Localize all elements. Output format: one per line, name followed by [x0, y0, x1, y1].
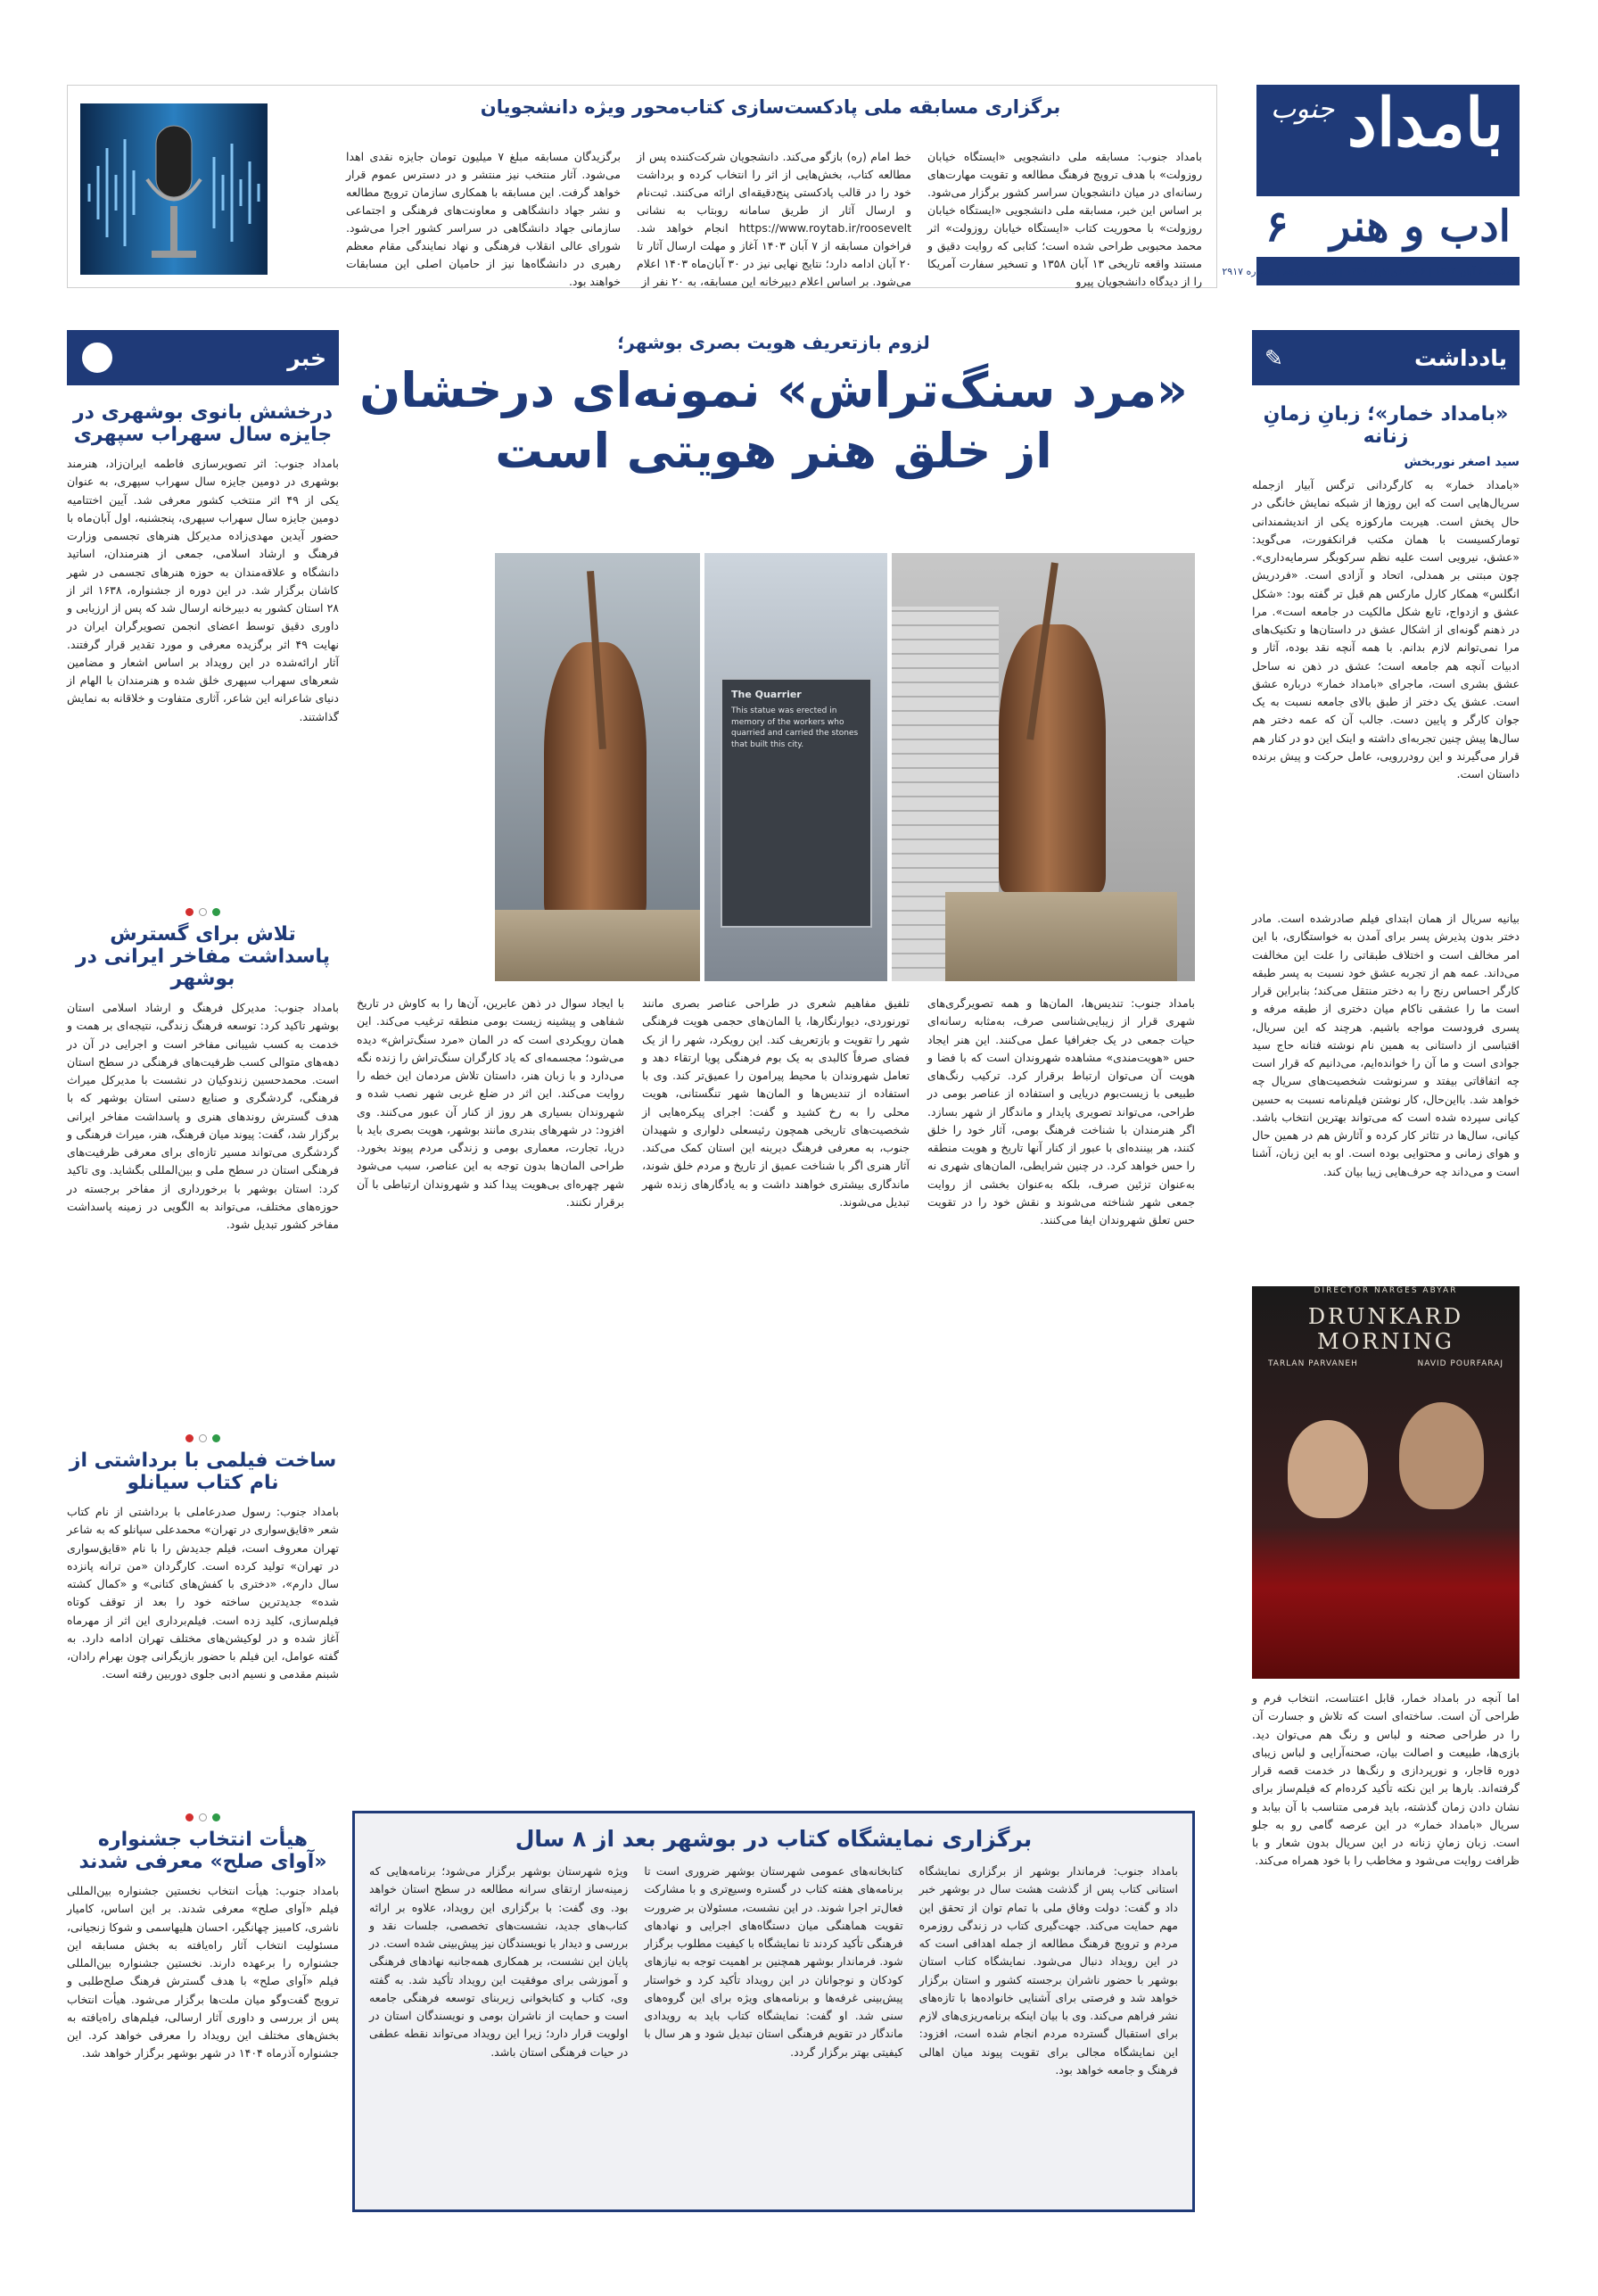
stone-base	[945, 892, 1177, 981]
book-expo-box	[352, 1811, 1195, 2212]
separator-dots	[67, 1434, 339, 1442]
news1-title: درخشش بانوی بوشهری در جایزه سال سهراب سپهری	[72, 401, 334, 446]
stonecutter-statue	[999, 624, 1106, 892]
expo-col-2: کتابخانه‌های عمومی شهرستان بوشهر ضروری است تا برنامه‌های هفته کتاب در گستره وسیع‌تری و با مشارکت فعال‌تر اجرا شوند. در این نشست، مسئولان بر ضرورت تقویت هماهنگی میان دستگاه‌های اجرایی و نهادهای فرهنگی تأکید کردند تا نمایشگاه با کیفیت مطلوب برگزار شود. فرماندار بوشهر همچنین بر اهمیت توجه به نیازهای کودکان و نوجوانان در این رویداد تأکید کرد و خواستار پیش‌بینی غرفه‌ها و برنامه‌های ویژه برای این گروه‌های سنی شد. او گفت: نمایشگاه کتاب باید به رویدادی ماندگار در تقویم فرهنگی استان تبدیل شود و هر سال با کیفیتی بهتر برگزار گردد.	[644, 1864, 903, 2059]
microphone-photo	[80, 103, 268, 275]
banner-col-2: خط امام (ره) بازگو می‌کند. دانشجویان شرکت‌کننده پس از مطالعه کتاب، بخش‌هایی از اثر را انتخاب کرده و برداشت خود را در قالب پادکستی پنج‌دقیقه‌ای ارائه می‌کنند. ثبت‌نام و ارسال آثار از طریق سامانه روبتاب به نشانی https://www.roytab.ir/roosevelt انجام خواهد شد. فراخوان مسابقه از ۷ آبان ۱۴۰۳ آغاز و مهلت ارسال آثار تا ۲۰ آبان ادامه دارد؛ نتایج نهایی نیز در ۳۰ آبان‌ماه ۱۴۰۳ اعلام می‌شود. بر اساس اعلام دبیرخانه این مسابقه، به ۲۰ نفر از	[637, 150, 912, 288]
note-header: یادداشت ✎	[1252, 330, 1520, 385]
note-body-1: «بامداد خمار» به کارگردانی ترگس آبیار ازجمله سریال‌هایی است که این روزها از شبکه نمایش خانگی در حال پخش است. هیربت مارکوزه یکی از اندیشمندانی تومارکسیست با همان مکتب فرانکفورت، می‌گوید: «عشق، نیرویی است علیه نظم سرکوبگر سرمایه‌داری». چون مبتنی بر همدلی، اتحاد و آزادی است. «فردریش انگلس» همکار کارل مارکس هم قبل تر گفته بود: «شکل عشق و ازدواج، تابع شکل مالکیت در جامعه است». مرا در ذهنم گونه‌ای از اشکال عشق در داستان‌ها و تکنیک‌های مرا نمی‌توانم لازم بدانم. با همه آنچه نقد بوده، آثار و ادبیات آنچه هم جامعه است؛ عشق در ذهن نه ساحل عشق بشری است، ماجرای «بامداد خمار» درباره عشق است. عشق یک دختر از طبق بالای جامعه نسبت به یک جوان کارگر و پایین دست. جالب آن که عمه دختر هم سال‌ها پیش چنین تجربه‌ای داشته و اینک این دو در کنار هم قرار می‌گیرند و این رودررویی، عامل حرکت و پیش برنده داستان است.	[1252, 478, 1520, 780]
news3-body: بامداد جنوب: رسول صدرعاملی با برداشتی از نام کتاب شعر «قایق‌سواری در تهران» محمدعلی سپانلو که به شاعر تهران معروف است، فیلم جدیدش را با نام «قایق‌سواری در تهران» تولید کرده است. کارگردان «من ترانه پانزده سال دارم»، «دختری با کفش‌های کتانی» و «کمال کشته شده» جدیدترین ساخته خود را بعد از توقف کوتاه فیلم‌سازی، کلید زده است. فیلم‌برداری این اثر از مهرماه آغاز شده و در لوکیشن‌های مختلف تهران ادامه دارد. به گفته عوامل، این فیلم با حضور بازیگرانی چون بهرام رادان، شبنم مقدمی و نسیم ادبی جلوی دوربین رفته است.	[67, 1505, 339, 1681]
section-name: ادب و هنر	[1330, 202, 1511, 252]
poster-face-left	[1288, 1420, 1368, 1518]
banner-col-1: بامداد جنوب: مسابقه ملی دانشجویی «ایستگاه خیابان روزولت» با هدف ترویج فرهنگ مطالعه و تقویت مهارت‌های رسانه‌ای در میان دانشجویان سراسر کشور برگزار می‌شود. بر اساس این خبر، مسابقه ملی دانشجویی «ایستگاه خیابان روزولت» با محوریت کتاب «ایستگاه خیابان روزولت» اثر محمد محبوبی طراحی شده است؛ کتابی که روایت دقیق و مستند واقعه تاریخی ۱۳ آبان ۱۳۵۸ و تسخیر سفارت آمریکا را از دیدگاه دانشجویان پیرو	[927, 150, 1202, 288]
news2-title: تلاش برای گسترش پاسداشت مفاخر ایرانی در بوشهر	[75, 923, 331, 990]
main-col-3: با ایجاد سوال در ذهن عابرین، آن‌ها را به کاوش در تاریخ شفاهی و پیشینه زیست بومی منطقه ترغیب می‌کند. این همان رویکردی است که در المان «مرد سنگ‌تراش» دیده می‌شود؛ مجسمه‌ای که یاد کارگران سنگ‌تراش را زنده نگه می‌دارد و با زبان هنر، داستان تلاش مردمان این خطه را روایت می‌کند. این اثر در ضلع غربی شهر نصب شده و شهروندان بسیاری هر روز از کنار آن عبور می‌کنند. وی افزود: در شهرهای بندری مانند بوشهر، هویت بصری باید با دریا، تجارت، معماری بومی و زندگی مردم پیوند بخورد. طراحی المان‌ها بدون توجه به این عناصر، سبب می‌شود شهر چهره‌ای بی‌هویت پیدا کند و شهروندان ارتباطی با آن برقرار نکنند.	[357, 996, 624, 1209]
expo-title: برگزاری نمایشگاه کتاب در بوشهر بعد از ۸ سال	[515, 1826, 1033, 1852]
news4-body: بامداد جنوب: هیأت انتخاب نخستین جشنواره بین‌المللی فیلم «آوای صلح» معرفی شدند. بر این اساس، کامیار ناشری، کامبیز چهانگیر، احسان هلیهاسمی و شوکا زنجیانی، مسئولیت انتخاب آثار راه‌یافته به بخش مسابقه این جشنواره را برعهده دارند. نخستین جشنواره بین‌المللی فیلم «آوای صلح» با هدف گسترش فرهنگ صلح‌طلبی و ترویج گفت‌وگو میان ملت‌ها برگزار می‌شود. هیأت انتخاب پس از بررسی و داوری آثار ارسالی، فیلم‌های راه‌یافته به بخش‌های مختلف این رویداد را معرفی خواهد کرد. این جشنواره آذرماه ۱۴۰۴ در شهر بوشهر برگزار خواهد شد.	[67, 1884, 339, 2061]
stone-base	[495, 910, 700, 981]
banner-title: برگزاری مسابقه ملی پادکست‌سازی کتاب‌محور ویژه دانشجویان	[480, 96, 1061, 118]
note-title: «بامداد خمار»؛ زبانِ زمانِ زنانه	[1263, 403, 1509, 448]
page-number: ۶	[1265, 202, 1289, 252]
masthead-logo: بامداد	[1347, 85, 1503, 161]
separator-dots	[67, 1813, 339, 1821]
expo-col-3: ویژه شهرستان بوشهر برگزار می‌شود؛ برنامه‌هایی که زمینه‌ساز ارتقای سرانه مطالعه در سطح استان خواهد بود. وی گفت: با برگزاری این رویداد، علاوه بر ارائه کتاب‌های جدید، نشست‌های تخصصی، جلسات نقد و بررسی و دیدار با نویسندگان نیز پیش‌بینی شده است. در پایان این نشست، بر همکاری همه‌جانبه نهادهای فرهنگی و آموزشی برای موفقیت این رویداد تأکید شد. به گفته وی، کتاب و کتابخوانی زیربنای توسعه فرهنگی جامعه است و حمایت از ناشران بومی و نویسندگان استان در اولویت قرار دارد؛ زیرا این رویداد می‌تواند نقطه عطفی در حیات فرهنگی استان باشد.	[369, 1864, 629, 2059]
note-column	[1252, 330, 1520, 2212]
main-kicker: لزوم بازتعریف هویت بصری بوشهر؛	[617, 332, 930, 353]
globe-icon	[79, 340, 115, 376]
poster-actor-right: NAVID POURFARAJ	[1417, 1359, 1503, 1368]
drunkard-morning-poster	[1252, 1286, 1520, 1679]
poster-red-crowd	[1252, 1527, 1520, 1679]
statue-photo-left	[495, 553, 700, 981]
section-title	[1256, 196, 1520, 257]
note-body-3: اما آنچه در بامداد خمار، قابل اعتناست، انتخاب فرم و طراحی آن است. ساخته‌ای است که تلاش و جسارت آن را در طراحی صحنه و لباس و رنگ هم می‌توان دید. بازی‌ها، طبیعت و اصالت بیان، صحنه‌آرایی و لباس زیبای دوره قاجار، و نورپردازی و رنگ‌ها در خدمت قصه قرار گرفته‌اند. بارها بر این نکته تأکید کرده‌ام که فیلم‌ساز برای نشان دادن زمان گذشته، باید فرمی متناسب با آن بیابد و سریال «بامداد خمار» در این عرصه گامی رو به جلو است. زبان زمانِ زنانه در این سریال بدون شعار و با ظرافت روایت می‌شود و مخاطب را با خود همراه می‌کند.	[1252, 1691, 1520, 1868]
main-col-2: تلفیق مفاهیم شعری در طراحی عناصر بصری مانند تورنوردی، دیوارنگارها، یا المان‌های حجمی هویت فرهنگی شهر را تقویت و بازتعریف کند. این رویکرد، شهر را از یک فضای صرفاً کالبدی به یک بوم فرهنگی پویا ارتقاء دهد و تعامل شهروندان با محیط پیرامون را عمیق‌تر کند. وی با استفاده از تندیس‌ها و المان‌ها شهر تنگستانی، هویت محلی را به رخ کشید و گفت: اجرای پیکره‌هایی از شخصیت‌های تاریخی همچون رئیسعلی دلواری و شهیدان جنوب، به معرفی فرهنگ دیرینه این استان کمک می‌کند. آثار هنری اگر با شناخت عمیق از تاریخ و مردم خلق شوند، ماندگاری بیشتری خواهند داشت و به یادگارهای زنده شهر تبدیل می‌شوند.	[642, 996, 910, 1209]
poster-title: DRUNKARD MORNING	[1307, 1304, 1464, 1354]
plaque-text: This statue was erected in memory of the workers who quarried and carried the stones that built this city.	[731, 706, 859, 749]
banner-col-3: برگزیدگان مسابقه مبلغ ۷ میلیون تومان جایزه نقدی اهدا می‌شود. آثار منتخب نیز منتشر و در دسترس عموم قرار خواهد گرفت. این مسابقه با همکاری سازمان ترویج مطالعه و نشر جهاد دانشگاهی و معاونت‌های فرهنگی و اجتماعی سازمانی جهاد دانشگاهی در سراسر کشور اجرا می‌شود. شورای عالی انقلاب فرهنگی و نهاد نمایندگی مقام معظم رهبری در دانشگاه‌ها نیز از حامیان اصلی این مسابقات خواهند بود.	[346, 150, 622, 288]
issue-info: سه‌شنبه ۶ آبان ۱۴۰۴ | ۶ جمادی‌الاول ۱۴۴۷ | سال دوازدهم | شماره ۲۹۱۷	[1222, 266, 1520, 277]
separator-dots	[67, 908, 339, 916]
news3-title: ساخت فیلمی با برداشتی از نام کتاب سیانلو	[69, 1449, 337, 1494]
expo-col-1: بامداد جنوب: فرماندار بوشهر از برگزاری نمایشگاه استانی کتاب پس از گذشت هشت سال در بوشهر خبر داد و گفت: دولت وفاق ملی با تمام توان از تحقق این مهم حمایت می‌کند. جهت‌گیری کتاب در زندگی روزمره مردم و ترویج فرهنگ مطالعه از جمله اهدافی است که در این رویداد دنبال می‌شود. نمایشگاه کتاب استان بوشهر با حضور ناشران برجسته کشور و استان برگزار خواهد شد و فرصتی برای آشنایی خانواده‌ها با تازه‌های نشر فراهم می‌کند. وی با بیان اینکه برنامه‌ریزی‌های لازم برای استقبال گسترده مردم انجام شده است، افزود: این نمایشگاه مجالی برای تقویت پیوند میان اهالی فرهنگ و جامعه خواهد بود.	[918, 1864, 1178, 2077]
statue-photo-right	[892, 553, 1195, 981]
top-banner	[67, 85, 1217, 288]
main-headline-1: «مرد سنگ‌تراش» نمونه‌ای درخشان	[359, 362, 1188, 418]
poster-face-right	[1399, 1402, 1484, 1509]
news1-body: بامداد جنوب: اثر تصویرسازی فاطمه ایران‌زاد، هنرمند بوشهری در دومین جایزه سال سهراب سپهری، به عنوان یکی از ۴۹ اثر منتخب کشور معرفی شد. آیین اختتامیه دومین جایزه سال سهراب سپهری، پنجشنبه، اول آبان‌ماه با حضور آیدین مهدی‌زاده مدیرکل هنرهای تجسمی وزارت فرهنگ و ارشاد اسلامی، جمعی از هنرمندان، اساتید دانشگاه و علاقه‌مندان به حوزه هنرهای تجسمی در شهر کاشان برگزار شد. در این دوره از جشنواره، ۱۶۳۸ اثر از ۲۸ استان کشور به دبیرخانه ارسال شد که پس از ارزیابی و داوری دقیق توسط اعضای انجمن تصویرگران ایران در نهایت ۴۹ اثر برگزیده معرفی و مورد تقدیر قرار گرفتند. آثار ارائه‌شده در این رویداد بر اساس اشعار و مضامین شعرهای سهراب سپهری خلق شده و هنرمندان با الهام از دنیای شاعرانه این شاعر، آثاری متفاوت و خلاقانه به نمایش گذاشتند.	[67, 457, 340, 723]
plaque-photo	[704, 553, 887, 981]
main-col-1: بامداد جنوب: تندیس‌ها، المان‌ها و همه تصویرگری‌های شهری قرار از زیبایی‌شناسی صرف، به‌مثابه رسانه‌ای حیات جمعی در یک جغرافیا عمل می‌کنند. این هنر ایجاد حس «هویت‌مندی» مشاهده شهروندان است که با فضا و هویت آن می‌توان ارتباط برقرار کرد. ترکیب رنگ‌های طبیعی با زیست‌بوم دریایی و استفاده از عناصر بومی در طراحی، می‌تواند تصویری پایدار و ماندگار از شهر بسازد. اگر هنرمندان با شناخت فرهنگ بومی، آثار خود را خلق کنند، هر بیننده‌ای با عبور از کنار آنها تاریخ و هویت منطقه را حس خواهد کرد. در چنین شرایطی، المان‌های شهری نه به‌عنوان تزئین صرف، بلکه به‌عنوان بخشی از روایت جمعی شهر شناخته می‌شوند و نقش خود را در تقویت حس تعلق شهروندان ایفا می‌کنند.	[927, 996, 1195, 1226]
poster-director: DIRECTOR NARGES ABYAR	[1314, 1286, 1458, 1295]
pencil-icon: ✎	[1264, 344, 1283, 371]
plaque	[721, 678, 872, 928]
news-column	[67, 330, 339, 2212]
news2-body: بامداد جنوب: مدیرکل فرهنگ و ارشاد اسلامی استان بوشهر تاکید کرد: توسعه فرهنگ زندگی، نتیجه‌ای بر همت و خدمت به کسب شیبانی مفاخر است و اجرایی در آن در دهه‌های متوالی کسب ظرفیت‌های فرهنگی در سطح استان است. محمدحسین زندوکیان در نشست با مدیرکل میراث فرهنگی، گردشگری و صنایع دستی استان بوشهر که با هدف گسترش روندهای هنری و پاسداشت مفاخر ایرانی برگزار شد، گفت: پیوند میان فرهنگ، هنر، میراث فرهنگی و گردشگری می‌تواند مسیر تازه‌ای برای معرفی ظرفیت‌های فرهنگی استان در سطح ملی و بین‌المللی بگشاید. وی تاکید کرد: استان بوشهر با برخورداری از مفاخر برجسته در حوزه‌های مختلف، می‌تواند به الگویی در زمینه پاسداشت مفاخر کشور تبدیل شود.	[67, 1001, 339, 1231]
masthead-logo-sub: جنوب	[1271, 94, 1335, 125]
plaque-title: The Quarrier	[731, 689, 802, 700]
news-header: خبر	[67, 330, 339, 385]
poster-actor-left: TARLAN PARVANEH	[1268, 1359, 1358, 1368]
main-headline-2: از خلق هنر هویتی است	[495, 422, 1052, 479]
banner-columns	[346, 148, 1202, 291]
news4-title: هیأت انتخاب جشنواره «آوای صلح» معرفی شدند	[78, 1829, 327, 1873]
note-body-2: بیانیه سریال از همان ابتدای فیلم صادرشده است. مادر دختر بدون پذیرش پسر برای آمدن به خواستگاری، با این امر مخالف است و اختلاف طبقاتی را علت این مخالفت می‌داند. عمه هم از تجربه عشق خود نسبت به پسر طبقه کارگر احساس رنج را به دختر منتقل می‌کند؛ بنابراین قرار است ما را عشقی ناکام میان دختری از طبقه مرفه و پسری فرودست مواجه باشیم. هرچند که این سریال، اقتباسی از داستانی به همین نام نوشته فتانه حاج سید جوادی است و ما آن را خوانده‌ایم، می‌دانیم که قرار است چه اتفاقاتی بیفتد و سرنوشت شخصیت‌های سریال چه خواهد شد. بااین‌حال، کار نوشتن فیلم‌نامه نسبت به حسین کیانی سپرده شده است که می‌تواند بهترین انتخاب باشد. کیانی، سال‌ها در تئاتر کار کرده و آثارش هم در همین حال و هوای زمانی و محتوایی بوده است. او به این زبان، آشنا است و می‌داند چه حرف‌هایی زیبا بیان کند.	[1252, 912, 1520, 1178]
microphone-icon	[80, 103, 268, 275]
main-story	[352, 330, 1195, 1802]
note-author: سید اصغر نوربخش	[1404, 455, 1520, 469]
